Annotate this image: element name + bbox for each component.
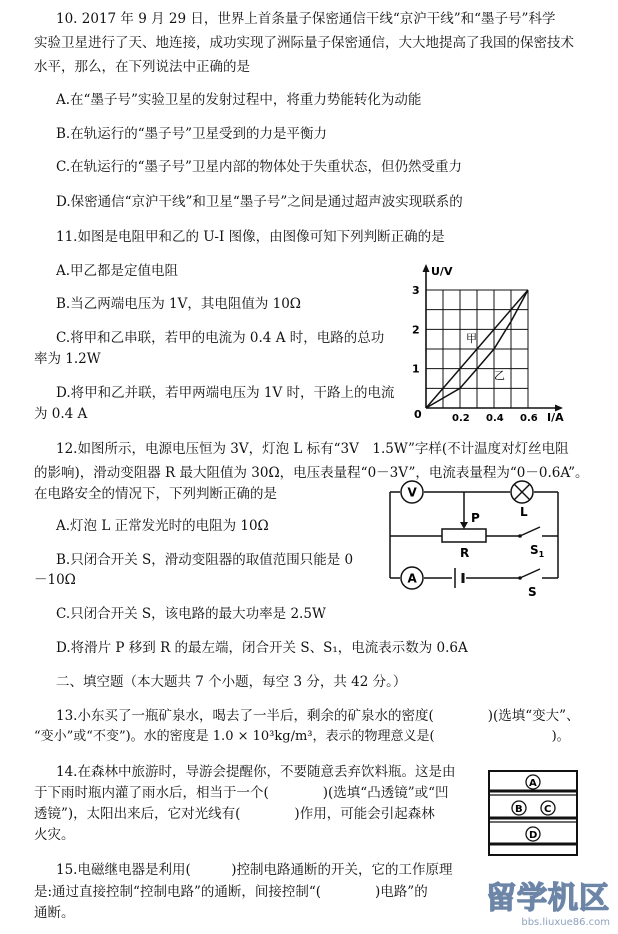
q11-option-d-line1: D.将甲和乙并联，若甲两端电压为 1V 时，干路上的电流 bbox=[56, 385, 395, 401]
x-tick-label: 0.4 bbox=[486, 413, 504, 422]
curve-jia-label: 甲 bbox=[466, 332, 477, 345]
lamp-label: L bbox=[520, 505, 528, 519]
q13-line2: “变小”或“不变”)。水的密度是 1.0 × 10³kg/m³，表示的物理意义是( )。 bbox=[34, 729, 570, 744]
watermark-brand: 留学机区 bbox=[486, 881, 610, 916]
q12-stem-line3: 在电路安全的情况下，下列判断正确的是 bbox=[34, 486, 277, 502]
q15-line3: 通断。 bbox=[34, 905, 75, 921]
y-tick-label: 3 bbox=[412, 284, 420, 297]
x-tick-label: 0.2 bbox=[452, 413, 470, 422]
q11-option-b: B.当乙两端电压为 1V，其电阻值为 10Ω bbox=[56, 296, 302, 312]
q14-line4: 火灾。 bbox=[34, 827, 75, 843]
q11-option-c-line1: C.将甲和乙串联，若甲的电流为 0.4 A 时，电路的总功 bbox=[56, 330, 385, 346]
watermark-url: bbs.liuxue86.com bbox=[521, 917, 610, 928]
q10-option-c: C.在轨运行的“墨子号”卫星内部的物体处于失重状态，但仍然受重力 bbox=[56, 159, 462, 175]
switch-s-label: S bbox=[528, 585, 537, 599]
voltmeter-label: V bbox=[407, 485, 417, 500]
q11-option-d-line2: 为 0.4 A bbox=[34, 406, 88, 422]
q14-line2: 于下雨时瓶内灌了雨水后，相当于一个( )(选填“凸透镜”或“凹 bbox=[34, 785, 449, 801]
section2-title: 二、填空题（本大题共 7 个小题，每空 3 分，共 42 分。） bbox=[56, 674, 407, 690]
q14-line3: 透镜”)，太阳出来后，它对光线有( )作用，可能会引起森林 bbox=[34, 806, 435, 822]
q11-option-c-line2: 率为 1.2W bbox=[34, 351, 101, 367]
label-a: A bbox=[529, 778, 537, 789]
label-c: C bbox=[544, 804, 552, 815]
q12-stem-line1: 12.如图所示，电源电压恒为 3V，灯泡 L 标有“3V 1.5W”字样(不计温度对灯丝电阻 bbox=[56, 441, 569, 457]
y-tick-label: 2 bbox=[412, 323, 420, 337]
q11-stem: 11.如图是电阻甲和乙的 U-I 图像，由图像可知下列判断正确的是 bbox=[56, 229, 445, 245]
label-b: B bbox=[515, 804, 523, 815]
y-axis-arrow bbox=[423, 264, 430, 272]
resistor-icon bbox=[442, 529, 486, 542]
q11-option-a: A.甲乙都是定值电阻 bbox=[56, 263, 179, 279]
origin-label: 0 bbox=[414, 408, 422, 421]
q10-option-a: A.在“墨子号”实验卫星的发射过程中，将重力势能转化为动能 bbox=[56, 92, 422, 108]
q10-option-d: D.保密通信“京沪干线”和卫星“墨子号”之间是通过超声波实现联系的 bbox=[56, 194, 463, 210]
y-tick-label: 1 bbox=[412, 362, 420, 376]
circuit-diagram bbox=[380, 478, 580, 603]
switch-s1-label: $S_1$ bbox=[530, 543, 545, 559]
label-d: D bbox=[529, 830, 538, 841]
q14-line1: 14.在森林中旅游时，导游会提醒你，不要随意丢弃饮料瓶。这是由 bbox=[56, 764, 456, 780]
q10-stem-line2: 实验卫星进行了天、地连接，成功实现了洲际量子保密通信，大大地提高了我国的保密技术 bbox=[34, 35, 574, 51]
watermark bbox=[486, 873, 610, 928]
slider-arrow-icon bbox=[460, 522, 468, 529]
bottle-figure bbox=[486, 768, 581, 858]
x-tick-label: 0.6 bbox=[520, 413, 538, 422]
q12-option-c: C.只闭合开关 S，该电路的最大功率是 2.5W bbox=[56, 606, 326, 622]
ammeter-label: A bbox=[407, 571, 417, 586]
q12-option-a: A.灯泡 L 正常发光时的电阻为 10Ω bbox=[56, 518, 269, 534]
slider-label: P bbox=[471, 511, 480, 525]
q12-option-d: D.将滑片 P 移到 R 的最左端，闭合开关 S、S₁，电流表示数为 0.6A bbox=[56, 640, 468, 656]
switch-s1-icon bbox=[520, 527, 540, 536]
q12-option-b-line2: －10Ω bbox=[34, 572, 76, 588]
q13-line1: 13.小东买了一瓶矿泉水，喝去了一半后，剩余的矿泉水的密度( )(选填“变大”、 bbox=[56, 708, 580, 724]
q12-stem-line2: 的影响)，滑动变阻器 R 最大阻值为 30Ω，电压表量程“0－3V”，电流表量程为“0－0.6A”。 bbox=[34, 465, 589, 481]
q10-stem-line1: 10. 2017 年 9 月 29 日，世界上首条量子保密通信干线“京沪干线”和“墨子号”科学 bbox=[56, 11, 556, 27]
q15-line1: 15.电磁继电器是利用( )控制电路通断的开关，它的工作原理 bbox=[56, 862, 453, 878]
q10-stem-line3: 水平，那么，在下列说法中正确的是 bbox=[34, 59, 250, 75]
y-axis-label: U/V bbox=[431, 265, 453, 278]
x-axis-label: I/A bbox=[547, 411, 564, 422]
switch-s-icon bbox=[520, 569, 540, 578]
ui-graph bbox=[408, 262, 568, 422]
resistor-label: R bbox=[460, 546, 470, 560]
q12-option-b-line1: B.只闭合开关 S，滑动变阻器的取值范围只能是 0 bbox=[56, 552, 354, 568]
curve-yi-label: 乙 bbox=[494, 369, 505, 382]
graph-axes bbox=[423, 264, 564, 412]
q15-line2: 是:通过直接控制“控制电路”的通断，间接控制“( )电路”的 bbox=[34, 884, 428, 900]
q10-option-b: B.在轨运行的“墨子号”卫星受到的力是平衡力 bbox=[56, 126, 328, 142]
